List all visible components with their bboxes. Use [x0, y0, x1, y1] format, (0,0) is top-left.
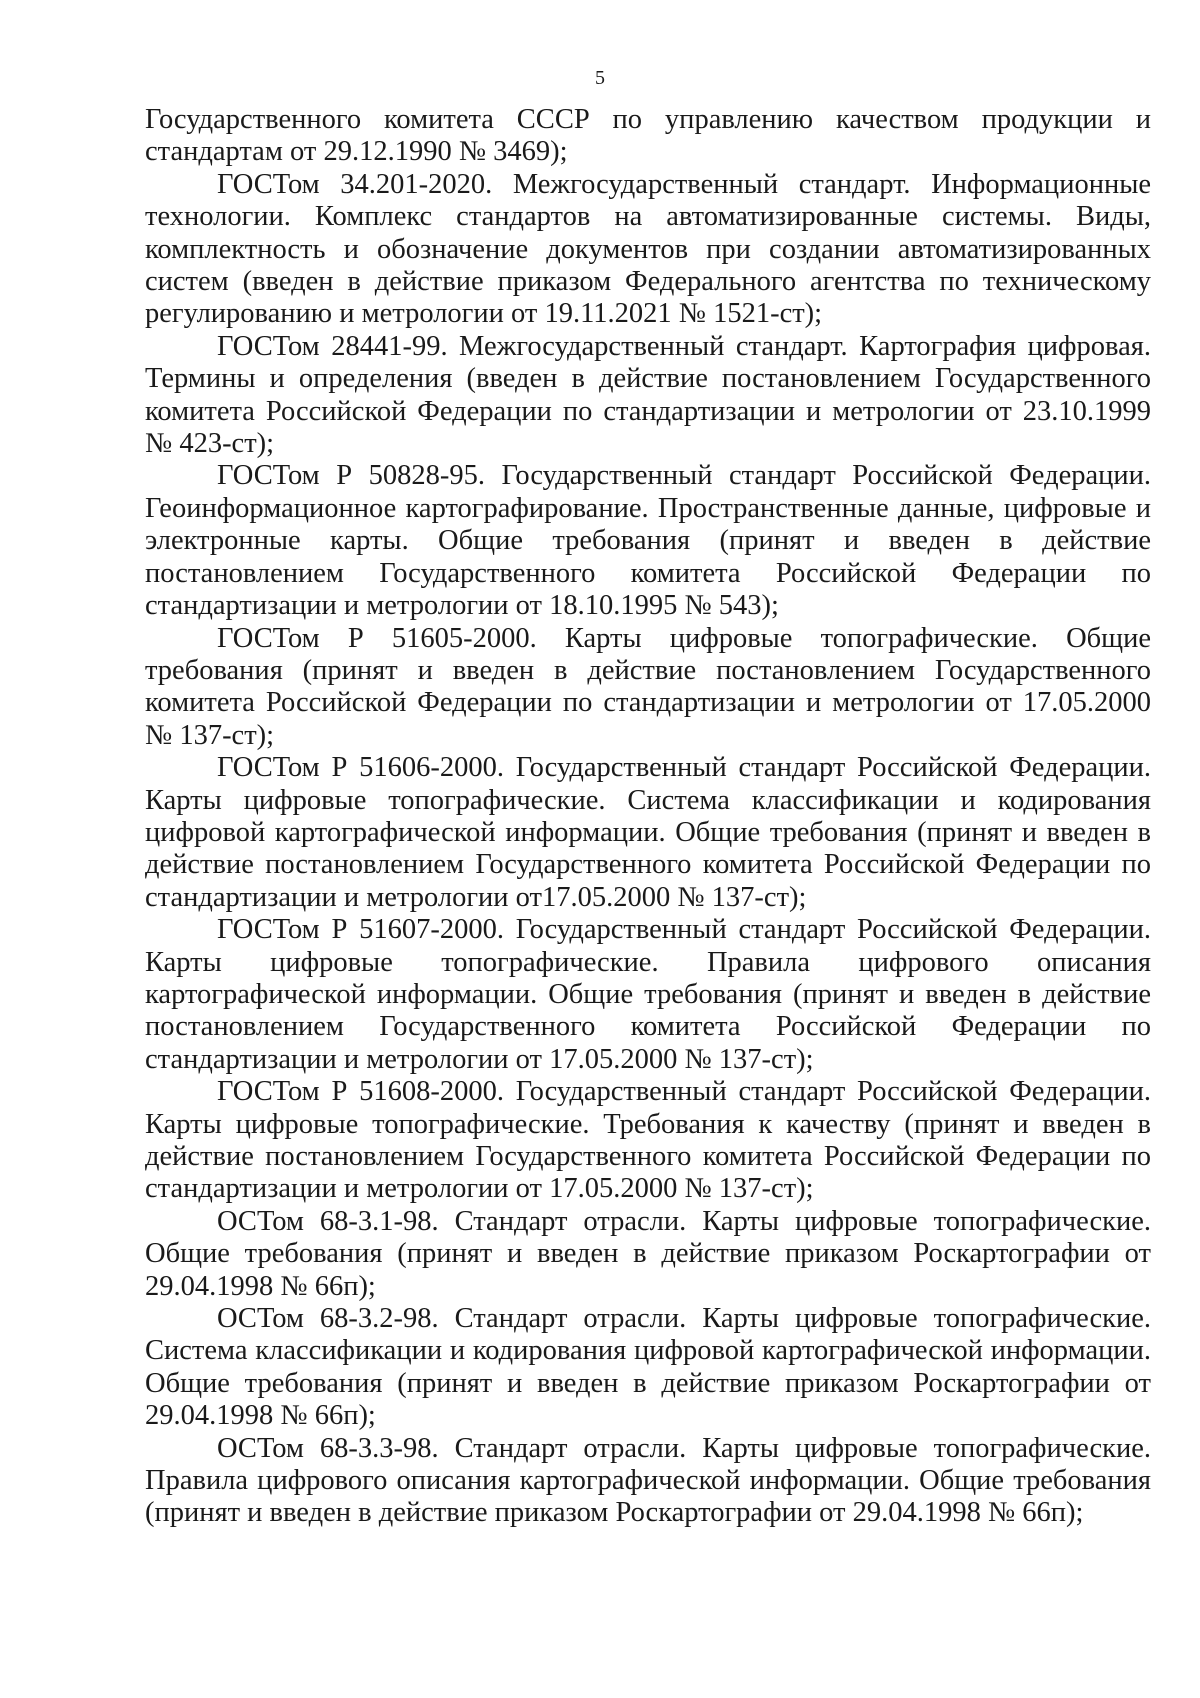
paragraph-ost-68-3-1-98: ОСТом 68-3.1-98. Стандарт отрасли. Карты цифровые топографические. Общие требования (принят и введен в действие приказом Роскартографии от 29.04.1998 № 66п); — [145, 1205, 1151, 1302]
paragraph-ost-68-3-2-98: ОСТом 68-3.2-98. Стандарт отрасли. Карты цифровые топографические. Система классификации и кодирования цифровой картографической информации. Общие требования (принят и введен в действие приказом Роскартографии от 29.04.1998 № 66п); — [145, 1303, 1151, 1432]
paragraph-gost-r-51608-2000: ГОСТом Р 51608-2000. Государственный стандарт Российской Федерации. Карты цифровые топографические. Требования к качеству (принят и введен в действие постановлением Государственного комитета Российской Федерации по стандартизации и метрологии от 17.05.2000 № 137-ст); — [145, 1076, 1151, 1205]
paragraph-gost-r-51607-2000: ГОСТом Р 51607-2000. Государственный стандарт Российской Федерации. Карты цифровые топографические. Правила цифрового описания картографической информации. Общие требования (принят и введен в действие постановлением Государственного комитета Российской Федерации по стандартизации и метрологии от 17.05.2000 № 137-ст); — [145, 914, 1151, 1075]
paragraph-ost-68-3-3-98: ОСТом 68-3.3-98. Стандарт отрасли. Карты цифровые топографические. Правила цифрового описания картографической информации. Общие требования (принят и введен в действие приказом Роскартографии от 29.04.1998 № 66п); — [145, 1432, 1151, 1529]
paragraph-gost-r-51605-2000: ГОСТом Р 51605-2000. Карты цифровые топографические. Общие требования (принят и введен в действие постановлением Государственного комитета Российской Федерации по стандартизации и метрологии от 17.05.2000 № 137-ст); — [145, 622, 1151, 751]
page-number: 5 — [595, 67, 605, 89]
paragraph-gost-34-201-2020: ГОСТом 34.201-2020. Межгосударственный стандарт. Информационные технологии. Комплекс стандартов на автоматизированные системы. Виды, комплектность и обозначение документов при создании автоматизированных систем (введен в действие приказом Федерального агентства по техническому регулированию и метрологии от 19.11.2021 № 1521-ст); — [145, 168, 1151, 330]
paragraph-gost-r-51606-2000: ГОСТом Р 51606-2000. Государственный стандарт Российской Федерации. Карты цифровые топографические. Система классификации и кодирования цифровой картографической информации. Общие требования (принят и введен в действие постановлением Государственного комитета Российской Федерации по стандартизации и метрологии от17.05.2000 № 137-ст); — [145, 752, 1151, 913]
paragraph-gost-r-50828-95: ГОСТом Р 50828-95. Государственный стандарт Российской Федерации. Геоинформационное картографирование. Пространственные данные, цифровые и электронные карты. Общие требования (принят и введен в действие постановлением Государственного комитета Российской Федерации по стандартизации и метрологии от 18.10.1995 № 543); — [145, 460, 1151, 622]
document-body — [145, 104, 1151, 1530]
paragraph-gost-28441-99: ГОСТом 28441-99. Межгосударственный стандарт. Картография цифровая. Термины и определения (введен в действие постановлением Государственного комитета Российской Федерации по стандартизации и метрологии от 23.10.1999 № 423-ст); — [145, 330, 1151, 460]
paragraph-continuation: Государственного комитета СССР по управлению качеством продукции и стандартам от 29.12.1990 № 3469); — [145, 104, 1151, 168]
